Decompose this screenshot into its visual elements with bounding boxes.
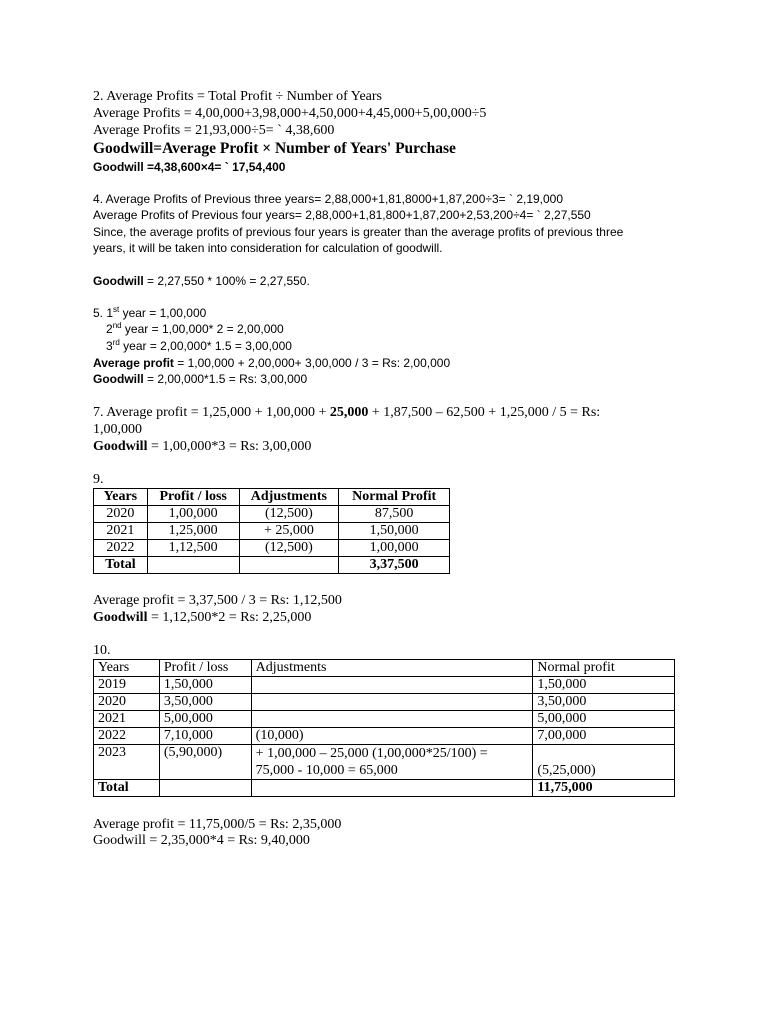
q10-cell: 5,00,000 — [159, 711, 251, 728]
q5-average-value: = 1,00,000 + 2,00,000+ 3,00,000 / 3 = Rs: 2,00,000 — [173, 356, 451, 370]
q10-cell: 3,50,000 — [533, 694, 675, 711]
q10-cell: 3,50,000 — [159, 694, 251, 711]
q10-cell-empty — [251, 780, 533, 797]
q5-year2 — [106, 321, 284, 338]
q5-year1 — [93, 305, 206, 322]
q4-goodwill — [93, 273, 310, 290]
table-row — [94, 677, 675, 694]
q9-cell: 1,12,500 — [147, 540, 239, 557]
q10-goodwill: Goodwill = 2,35,000*4 = Rs: 9,40,000 — [93, 833, 310, 848]
q9-cell: 1,50,000 — [339, 523, 450, 540]
q9-cell: 2020 — [94, 506, 148, 523]
q9-header-profit: Profit / loss — [147, 489, 239, 506]
q9-total-label: Total — [94, 557, 148, 574]
table-row — [94, 711, 675, 728]
q9-cell-empty — [147, 557, 239, 574]
q10-total-label: Total — [94, 780, 160, 797]
q10-cell: 2020 — [94, 694, 160, 711]
q9-cell: + 25,000 — [239, 523, 339, 540]
q9-total-value: 3,37,500 — [339, 557, 450, 574]
q7-line1-c: + 1,87,500 – 62,500 + 1,25,000 / 5 = Rs: — [368, 405, 601, 420]
q5-year1-sup: st — [113, 305, 120, 314]
table-row — [94, 694, 675, 711]
q10-cell — [251, 677, 533, 694]
q10-adjustment-line2: 75,000 - 10,000 = 65,000 — [255, 763, 398, 778]
q5-year3 — [106, 338, 292, 355]
q7-goodwill-value: = 1,00,000*3 = Rs: 3,00,000 — [147, 439, 312, 454]
q10-table — [93, 659, 675, 797]
q4-goodwill-label: Goodwill — [93, 274, 144, 288]
q10-header-profit: Profit / loss — [159, 660, 251, 677]
q7-goodwill-label: Goodwill — [93, 439, 148, 454]
q2-formula-heading: Goodwill=Average Profit × Number of Years' Purchase — [93, 140, 456, 157]
q9-number: 9. — [93, 472, 104, 487]
q5-year3-rest: year = 2,00,000* 1.5 = 3,00,000 — [119, 339, 292, 353]
q9-cell: 2021 — [94, 523, 148, 540]
q10-header-normal: Normal profit — [533, 660, 675, 677]
q10-cell: (10,000) — [251, 728, 533, 745]
q2-line2: Average Profits = 4,00,000+3,98,000+4,50,000+4,45,000+5,00,000÷5 — [93, 106, 487, 121]
q10-cell: 7,00,000 — [533, 728, 675, 745]
q9-total-row — [94, 557, 450, 574]
q5-year2-rest: year = 1,00,000* 2 = 2,00,000 — [121, 322, 284, 336]
q9-cell: (12,500) — [239, 506, 339, 523]
table-row — [94, 745, 675, 780]
q5-year3-sup: rd — [112, 338, 120, 347]
q10-cell — [251, 711, 533, 728]
q10-cell: 5,00,000 — [533, 711, 675, 728]
q5-year1-prefix: 5. 1 — [93, 306, 114, 320]
q9-goodwill-value: = 1,12,500*2 = Rs: 2,25,000 — [147, 610, 312, 625]
q5-goodwill — [93, 371, 307, 388]
q9-table — [93, 488, 450, 574]
q9-header-adjustments: Adjustments — [239, 489, 339, 506]
table-row — [94, 540, 450, 557]
q5-goodwill-value: = 2,00,000*1.5 = Rs: 3,00,000 — [143, 372, 308, 386]
q2-line3: Average Profits = 21,93,000÷5= ` 4,38,600 — [93, 123, 335, 138]
q4-line1: 4. Average Profits of Previous three years= 2,88,000+1,81,8000+1,87,200÷3= ` 2,19,000 — [93, 192, 564, 206]
q9-cell: 1,00,000 — [147, 506, 239, 523]
q9-header-normal: Normal Profit — [339, 489, 450, 506]
q10-total-row — [94, 780, 675, 797]
q7-goodwill — [93, 438, 311, 455]
q10-cell: 2019 — [94, 677, 160, 694]
q5-year2-prefix: 2 — [106, 322, 113, 336]
q10-adjustment-2023 — [251, 745, 533, 780]
q10-cell — [251, 694, 533, 711]
q9-cell: 1,00,000 — [339, 540, 450, 557]
q5-average-label: Average profit — [93, 356, 174, 370]
q10-cell: 2022 — [94, 728, 160, 745]
q7-line1-bold: 25,000 — [329, 405, 369, 420]
q10-cell-empty — [159, 780, 251, 797]
q10-adjustment-line1: + 1,00,000 – 25,000 (1,00,000*25/100) = — [255, 746, 488, 761]
q7-line1-a: 7. Average profit = 1,25,000 + 1,00,000 + — [93, 405, 330, 420]
q2-goodwill: Goodwill =4,38,600×4= ` 17,54,400 — [93, 160, 286, 174]
q7-line2: 1,00,000 — [93, 422, 142, 437]
table-row — [94, 728, 675, 745]
q5-year1-rest: year = 1,00,000 — [119, 306, 207, 320]
q10-header-years: Years — [94, 660, 160, 677]
q4-goodwill-value: = 2,27,550 * 100% = 2,27,550. — [143, 274, 310, 288]
q9-header-row — [94, 489, 450, 506]
q5-year3-prefix: 3 — [106, 339, 113, 353]
q10-total-value: 11,75,000 — [533, 780, 675, 797]
q10-cell: (5,90,000) — [159, 745, 251, 780]
q4-line3: Since, the average profits of previous four years is greater than the average profits of previous three — [93, 225, 624, 239]
q10-cell: 2023 — [94, 745, 160, 780]
q9-header-years: Years — [94, 489, 148, 506]
q5-average-profit — [93, 355, 450, 372]
q9-goodwill — [93, 609, 311, 626]
q10-header-row — [94, 660, 675, 677]
q9-cell: (12,500) — [239, 540, 339, 557]
q4-line4: years, it will be taken into consideration for calculation of goodwill. — [93, 241, 443, 255]
table-row — [94, 506, 450, 523]
q10-cell: (5,25,000) — [533, 745, 675, 780]
q9-goodwill-label: Goodwill — [93, 610, 148, 625]
q4-line2: Average Profits of Previous four years= 2,88,000+1,81,800+1,87,200+2,53,200÷4= ` 2,27,550 — [93, 208, 591, 222]
q9-average: Average profit = 3,37,500 / 3 = Rs: 1,12,500 — [93, 593, 342, 608]
q10-header-adjustments: Adjustments — [251, 660, 533, 677]
q5-goodwill-label: Goodwill — [93, 372, 144, 386]
q10-cell: 7,10,000 — [159, 728, 251, 745]
q5-year2-sup: nd — [112, 321, 122, 330]
q9-cell-empty — [239, 557, 339, 574]
q10-cell: 1,50,000 — [159, 677, 251, 694]
q9-cell: 2022 — [94, 540, 148, 557]
q9-cell: 87,500 — [339, 506, 450, 523]
q10-average: Average profit = 11,75,000/5 = Rs: 2,35,000 — [93, 817, 342, 832]
q10-cell: 1,50,000 — [533, 677, 675, 694]
q10-number: 10. — [93, 643, 111, 658]
q10-cell: 2021 — [94, 711, 160, 728]
q2-line1: 2. Average Profits = Total Profit ÷ Number of Years — [93, 89, 382, 104]
table-row — [94, 523, 450, 540]
q9-cell: 1,25,000 — [147, 523, 239, 540]
q7-line1 — [93, 404, 600, 421]
